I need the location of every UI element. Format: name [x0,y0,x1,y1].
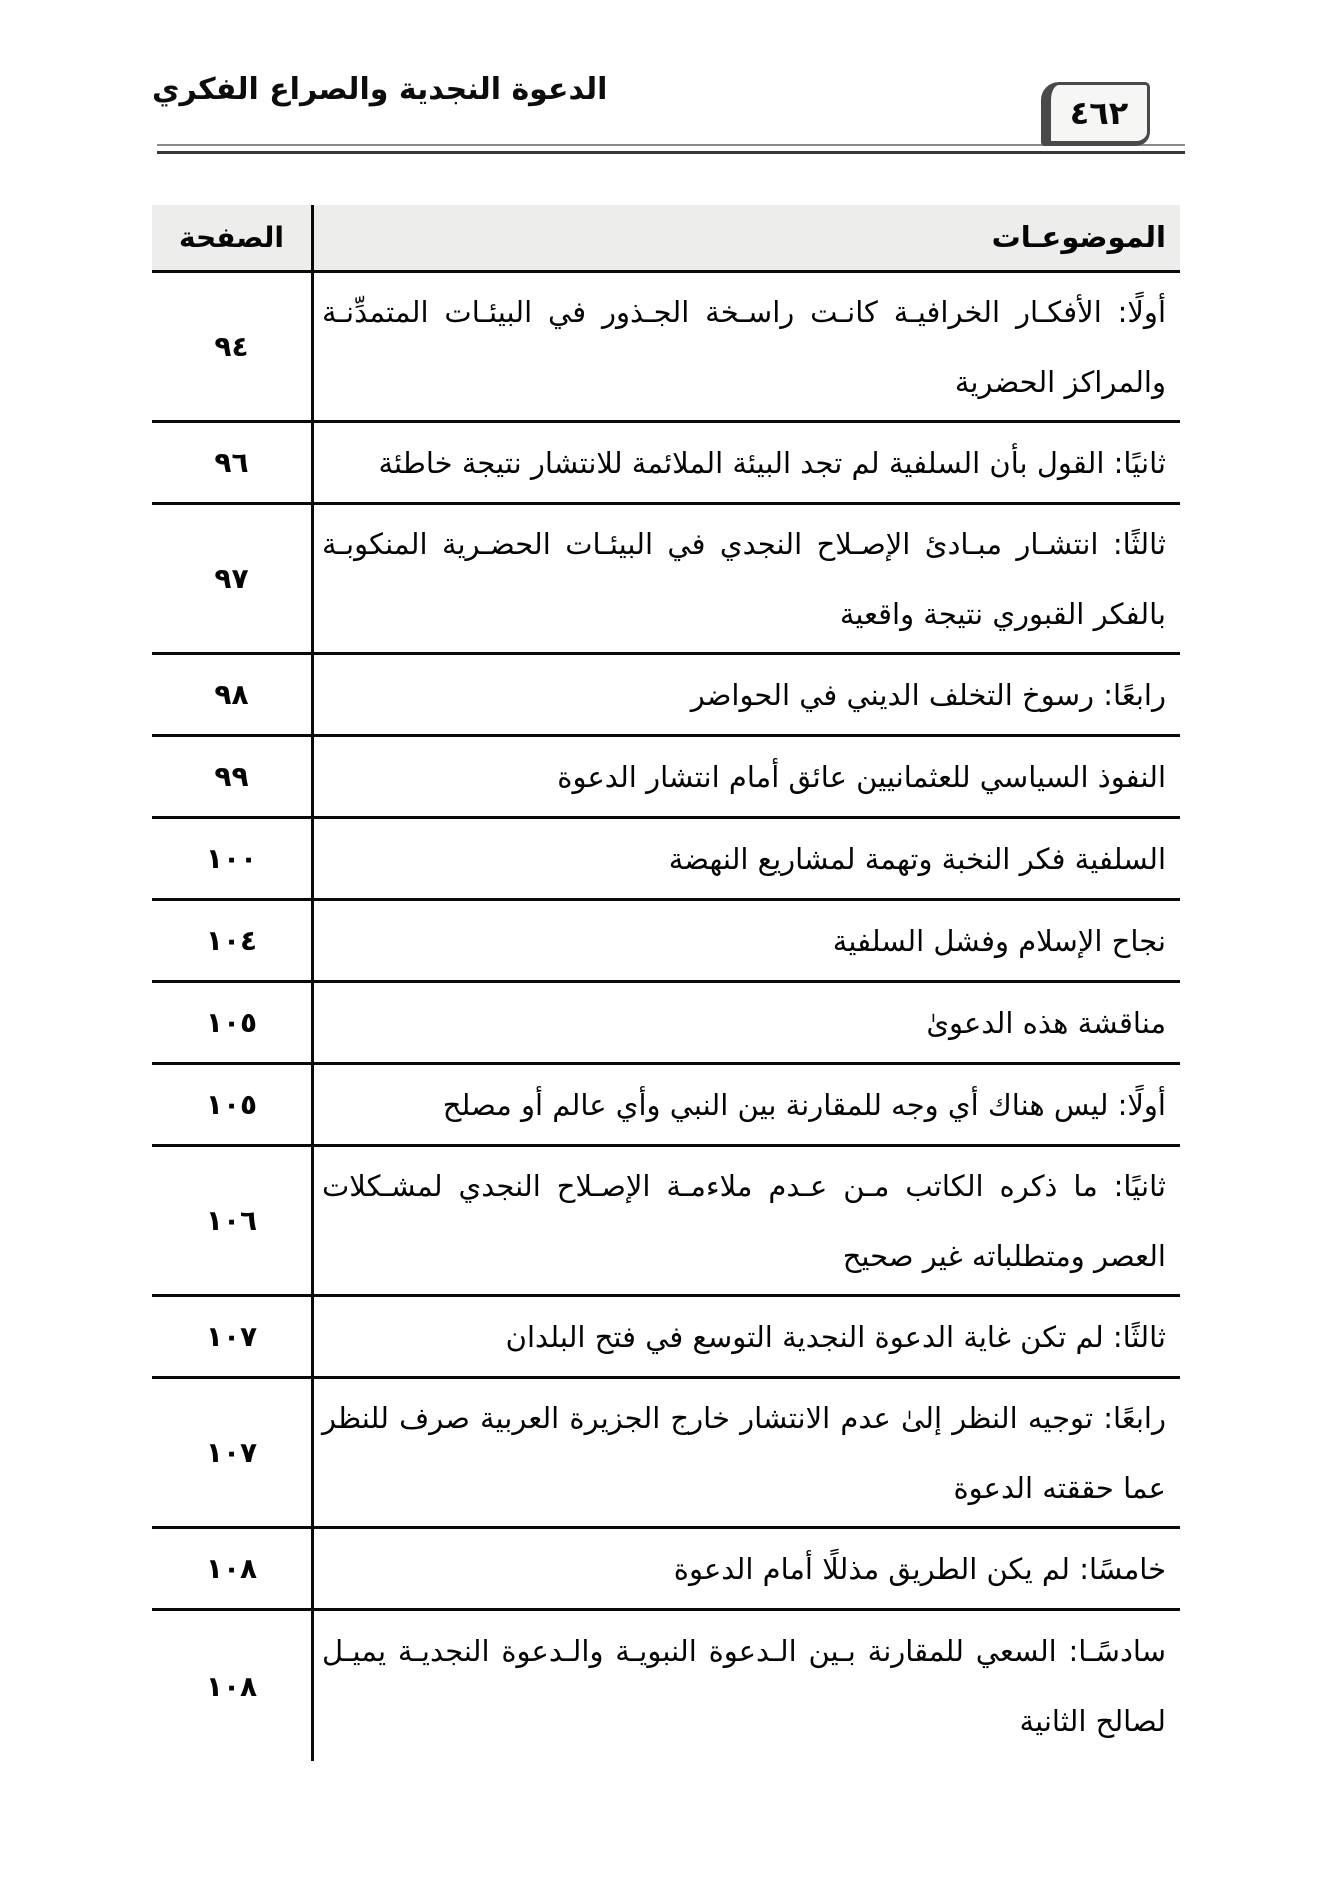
toc-row [152,1529,1180,1611]
page-cell: ٩٩ [152,737,314,816]
page-cell: ١٠٥ [152,983,314,1062]
topic-line: ثالثًا: لم تكن غاية الدعوة النجدية التوسع في فتح البلدان [505,1319,1166,1354]
topic-cell [314,1065,1180,1144]
page-cell: ٩٦ [152,423,314,502]
topic-cell [314,423,1180,502]
toc-row [152,901,1180,983]
topic-cell [314,1147,1180,1294]
page-cell: ١٠٧ [152,1379,314,1526]
page-cell: ٩٧ [152,505,314,652]
page-cell: ١٠٨ [152,1611,314,1761]
toc-row [152,1611,1180,1761]
toc-row [152,273,1180,423]
topic-line: ثالثًا: انتشـار مبـادئ الإصـلاح النجدي في البيئـات الحضـرية المنكوبـة [322,526,1166,561]
page-cell: ٩٤ [152,273,314,420]
topic-line: النفوذ السياسي للعثمانيين عائق أمام انتشار الدعوة [557,759,1166,794]
topic-cell [314,1297,1180,1376]
page-cell: ٩٨ [152,655,314,734]
toc-table [152,205,1180,1761]
toc-row [152,1065,1180,1147]
topic-line: خامسًا: لم يكن الطريق مذللًا أمام الدعوة [673,1551,1166,1586]
topic-line: السلفية فكر النخبة وتهمة لمشاريع النهضة [668,841,1166,876]
topic-line: أولًا: ليس هناك أي وجه للمقارنة بين النبي وأي عالم أو مصلح [442,1087,1166,1122]
topic-line: لصالح الثانية [1019,1704,1166,1738]
topic-cell [314,505,1180,652]
topic-line: أولًا: الأفكـار الخرافيـة كانـت راسـخة الجـذور في البيئـات المتمدِّنـة [322,294,1166,329]
toc-row [152,819,1180,901]
page-number: ٤٦٢ [1069,94,1129,132]
topic-cell [314,737,1180,816]
header-rule-thin [157,144,1185,146]
topic-cell [314,655,1180,734]
toc-row [152,737,1180,819]
topic-line: رابعًا: رسوخ التخلف الديني في الحواضر [690,677,1166,712]
page-cell: ١٠٦ [152,1147,314,1294]
toc-row [152,1379,1180,1529]
page-number-box [1041,82,1150,146]
header-rule-thick [157,151,1185,154]
toc-row [152,983,1180,1065]
topics-column-header: الموضوعـات [991,220,1166,254]
toc-row [152,505,1180,655]
topic-line: والمراكز الحضرية [954,364,1166,399]
topic-line: عما حققته الدعوة [953,1470,1166,1505]
toc-row [152,1147,1180,1297]
topic-line: ثانيًا: القول بأن السلفية لم تجد البيئة الملائمة للانتشار نتيجة خاطئة [378,445,1166,480]
topic-line: العصر ومتطلباته غير صحيح [842,1238,1166,1273]
topic-cell [314,1379,1180,1526]
toc-row [152,423,1180,505]
topic-cell [314,273,1180,420]
topic-line: مناقشة هذه الدعوىٰ [926,1005,1166,1040]
page-cell: ١٠٠ [152,819,314,898]
page-cell: ١٠٤ [152,901,314,980]
topic-cell [314,983,1180,1062]
toc-header-row [152,205,1180,273]
page-cell: ١٠٨ [152,1529,314,1608]
toc-row [152,1297,1180,1379]
topic-cell [314,1611,1180,1761]
topic-line: نجاح الإسلام وفشل السلفية [832,923,1166,958]
topic-cell [314,819,1180,898]
topic-cell [314,901,1180,980]
topic-line: ثانيًا: ما ذكره الكاتب مـن عـدم ملاءمـة الإصـلاح النجدي لمشـكلات [322,1168,1166,1203]
page-column-header: الصفحة [152,205,314,270]
book-title: الدعوة النجدية والصراع الفكري [152,72,608,107]
topic-line: بالفكر القبوري نتيجة واقعية [839,596,1166,631]
page-cell: ١٠٧ [152,1297,314,1376]
topic-line: سادسًـا: السعي للمقارنة بـين الـدعوة النبويـة والـدعوة النجديـة يميـل [322,1634,1166,1668]
topic-cell [314,1529,1180,1608]
page-cell: ١٠٥ [152,1065,314,1144]
toc-row [152,655,1180,737]
topic-line: رابعًا: توجيه النظر إلىٰ عدم الانتشار خارج الجزيرة العربية صرف للنظر [322,1400,1166,1435]
